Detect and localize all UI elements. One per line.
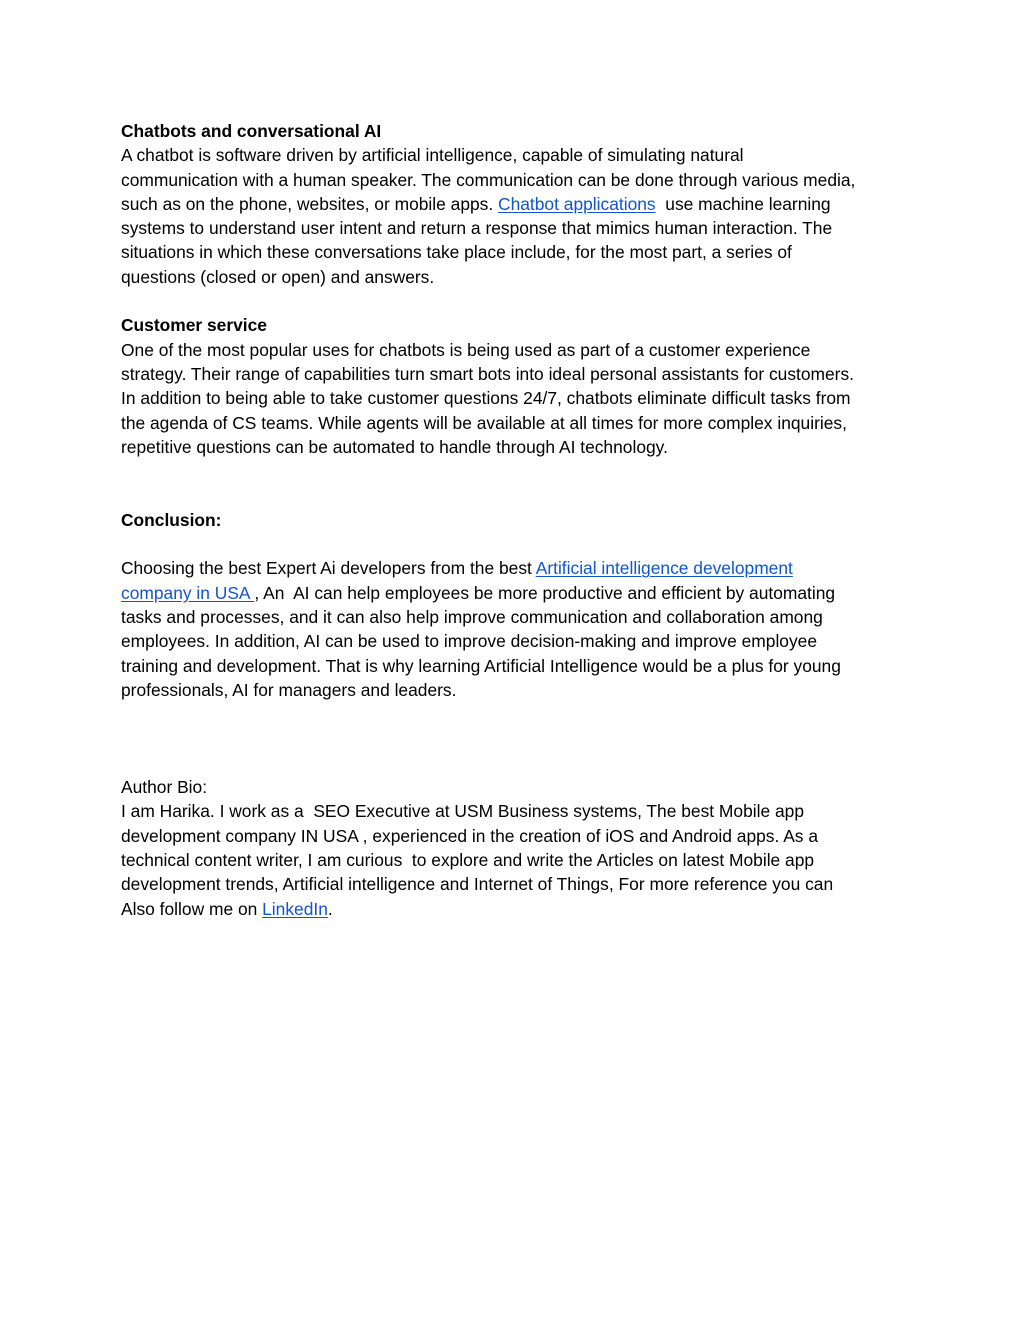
paragraph-line: development company IN USA , experienced in the creation of iOS and Android apps. As a (121, 825, 819, 846)
paragraph-line: tasks and processes, and it can also help improve communication and collaboration among (121, 606, 823, 627)
spacer (121, 726, 911, 750)
ai-development-company-link-continued[interactable]: company in USA (121, 582, 255, 603)
paragraph-line: employees. In addition, AI can be used to improve decision-making and improve employee (121, 631, 818, 652)
section-heading: Customer service (121, 315, 267, 336)
spacer (121, 532, 911, 556)
paragraph-line (121, 581, 911, 605)
paragraph-text: Choosing the best Expert Ai developers from the best (121, 558, 536, 579)
paragraph-line (121, 556, 911, 580)
paragraph-line: training and development. That is why learning Artificial Intelligence would be a plus for young (121, 655, 841, 676)
paragraph-line: In addition to being able to take customer questions 24/7, chatbots eliminate difficult tasks from (121, 388, 851, 409)
paragraph-text: Also follow me on (121, 898, 263, 919)
paragraph-text: . (327, 898, 333, 919)
spacer (121, 751, 911, 775)
paragraph-line: development trends, Artificial intelligence and Internet of Things, For more reference you can (121, 874, 834, 895)
paragraph-line: strategy. Their range of capabilities turn smart bots into ideal personal assistants for customers. (121, 363, 855, 384)
paragraph-text: use machine learning (655, 193, 831, 214)
paragraph-line (121, 192, 911, 216)
paragraph-line: A chatbot is software driven by artificial intelligence, capable of simulating natural (121, 145, 744, 166)
linkedin-link[interactable]: LinkedIn (262, 898, 328, 919)
paragraph-line: technical content writer, I am curious to explore and write the Articles on latest Mobile app (121, 849, 815, 870)
ai-development-company-link[interactable]: Artificial intelligence development (535, 558, 793, 579)
paragraph-line: the agenda of CS teams. While agents will be available at all times for more complex inquiries, (121, 412, 847, 433)
paragraph-line (121, 897, 911, 921)
section-heading: Author Bio: (121, 777, 208, 798)
paragraph-line: One of the most popular uses for chatbots is being used as part of a customer experience (121, 339, 811, 360)
section-customer-service (121, 313, 911, 459)
paragraph-line: communication with a human speaker. The communication can be done through various media, (121, 169, 856, 190)
paragraph-line: systems to understand user intent and return a response that mimics human interaction. The (121, 218, 833, 239)
section-heading: Chatbots and conversational AI (121, 121, 382, 141)
paragraph-text: , An AI can help employees be more productive and efficient by automating (254, 582, 836, 603)
paragraph-line: situations in which these conversations take place include, for the most part, a series of (121, 242, 792, 263)
chatbot-applications-link[interactable]: Chatbot applications (498, 193, 656, 214)
paragraph-line: questions (closed or open) and answers. (121, 266, 435, 287)
paragraph-text: such as on the phone, websites, or mobile apps. (121, 193, 499, 214)
paragraph-line: professionals, AI for managers and leaders. (121, 679, 457, 700)
paragraph-line: repetitive questions can be automated to handle through AI technology. (121, 436, 668, 457)
section-conclusion (121, 508, 911, 702)
spacer (121, 289, 911, 313)
spacer (121, 459, 911, 483)
spacer (121, 483, 911, 507)
document-page (121, 119, 911, 921)
section-author-bio (121, 775, 911, 921)
section-chatbots (121, 119, 911, 289)
paragraph-line: I am Harika. I work as a SEO Executive at USM Business systems, The best Mobile app (121, 801, 805, 822)
section-heading: Conclusion: (121, 509, 222, 530)
spacer (121, 702, 911, 726)
